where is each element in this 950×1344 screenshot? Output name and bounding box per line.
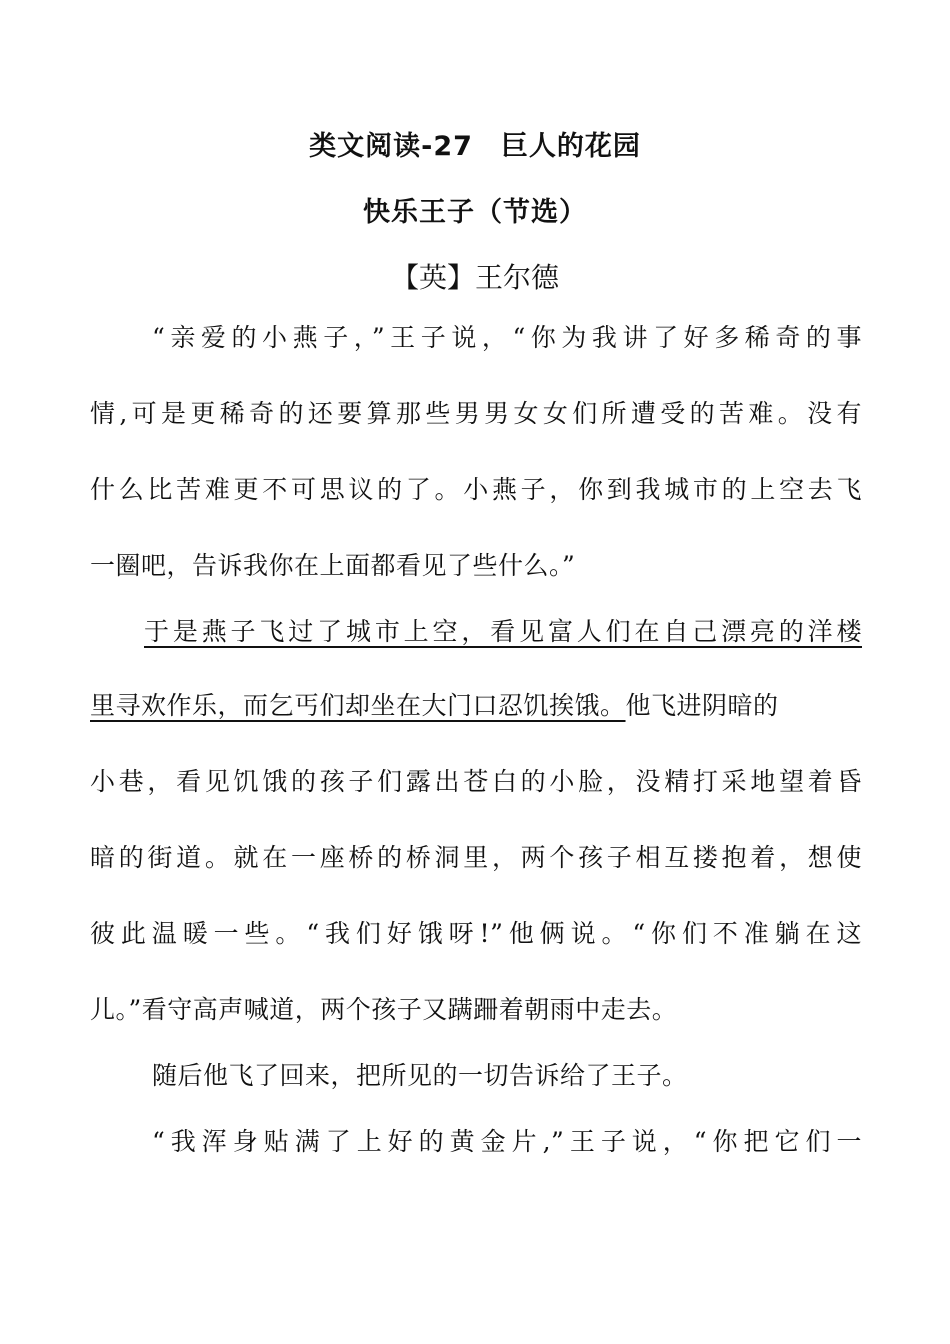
paragraph-line: 一圈吧，告诉我你在上面都看见了些什么。” (90, 551, 576, 580)
paragraph-line: 情,可是更稀奇的还要算那些男男女女们所遭受的苦难。没有 (90, 399, 862, 428)
paragraph-line: 暗的街道。就在一座桥的桥洞里，两个孩子相互搂抱着，想使 (90, 843, 862, 872)
paragraph-line-mixed (90, 688, 862, 724)
paragraph-line: 随后他飞了回来，把所见的一切告诉给了王子。 (152, 1061, 688, 1090)
paragraph-line: 儿。”看守高声喊道，两个孩子又蹒跚着朝雨中走去。 (90, 995, 678, 1024)
page-title: 类文阅读-27 巨人的花园 (309, 131, 641, 162)
paragraph-line: “亲爱的小燕子，”王子说，“你为我讲了好多稀奇的事 (152, 323, 862, 352)
underlined-segment: 里寻欢作乐，而乞丐们却坐在大门口忍饥挨饿。 (90, 691, 626, 720)
passage-title: 快乐王子（节选） (363, 197, 587, 228)
underlined-line: 于是燕子飞过了城市上空，看见富人们在自己漂亮的洋楼 (144, 617, 862, 646)
author-line: 【英】王尔德 (390, 261, 559, 294)
paragraph-line: 什么比苦难更不可思议的了。小燕子，你到我城市的上空去飞 (90, 475, 862, 504)
plain-segment: 他飞进阴暗的 (625, 691, 779, 720)
paragraph-line: 小巷，看见饥饿的孩子们露出苍白的小脸，没精打采地望着昏 (90, 767, 862, 796)
paragraph-line: 彼此温暖一些。“我们好饿呀!”他俩说。“你们不准躺在这 (90, 919, 862, 948)
paragraph-line: “我浑身贴满了上好的黄金片,”王子说，“你把它们一 (152, 1127, 862, 1156)
